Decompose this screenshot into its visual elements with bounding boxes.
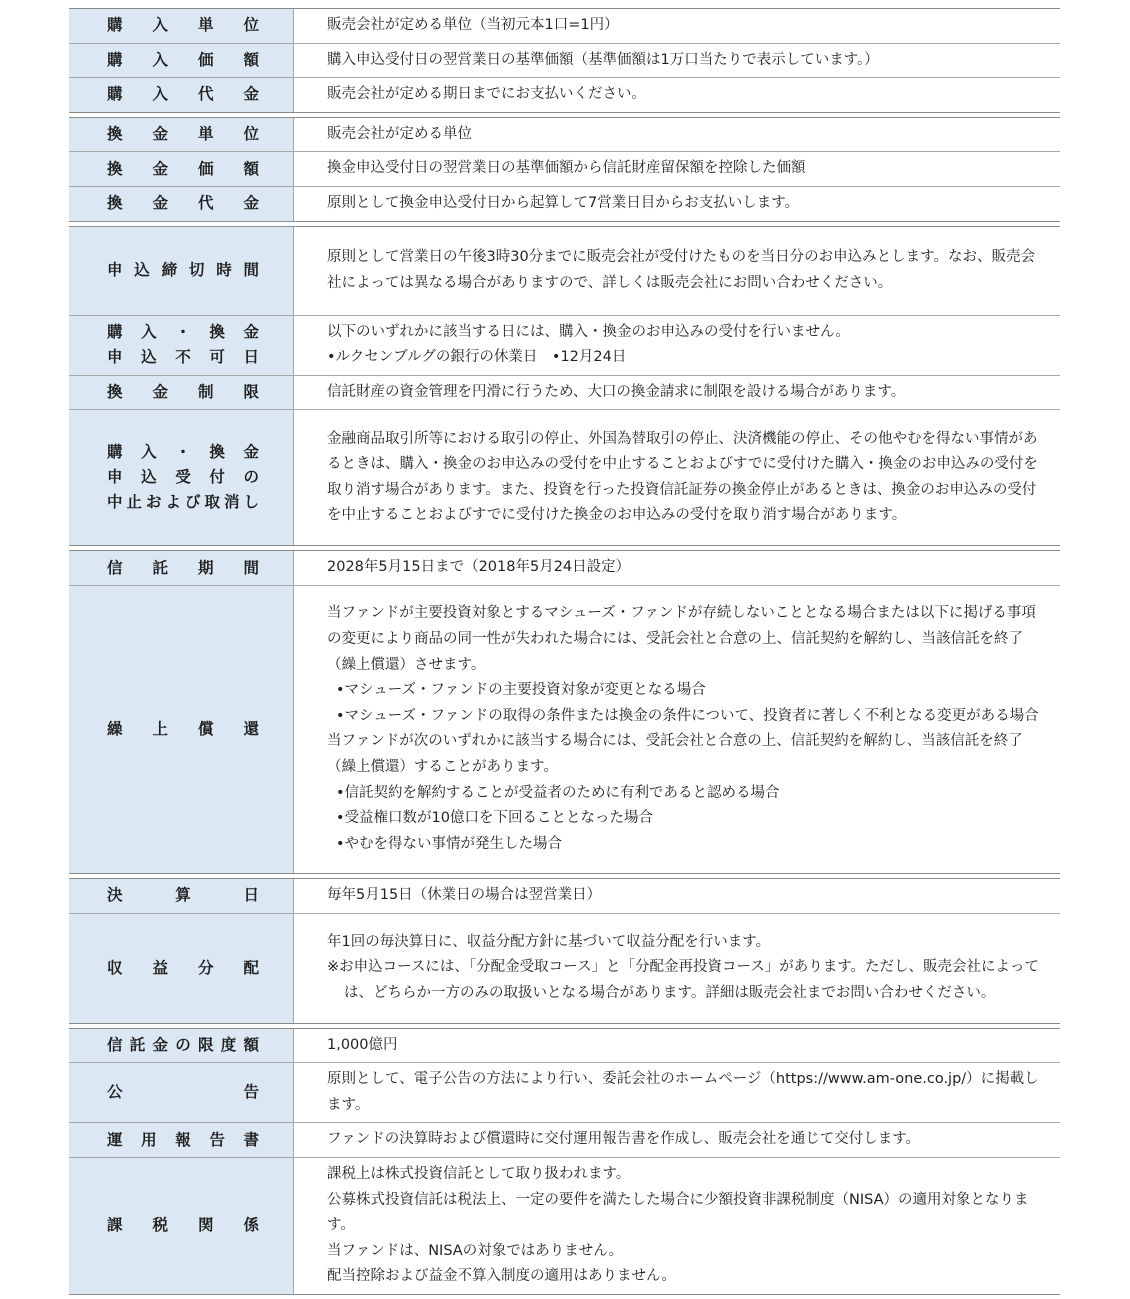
value-text: 販売会社が定める単位: [327, 125, 472, 142]
table-row: [69, 1157, 1060, 1294]
row-label-line: 購入・換金: [107, 443, 259, 462]
value-text: 年1回の毎決算日に、収益分配方針に基づいて収益分配を行います。: [327, 933, 771, 950]
value-text: 当ファンドが次のいずれかに該当する場合には、受託会社と合意の上、信託契約を解約し、当該信託を終了（繰上償還）することがあります。: [327, 733, 1023, 776]
table-row: [69, 43, 1060, 78]
bullet-item: •マシューズ・ファンドの主要投資対象が変更となる場合: [336, 682, 706, 699]
row-label-line: 換金単位: [107, 125, 259, 144]
row-label: [69, 118, 294, 152]
row-label-line: 収益分配: [107, 958, 259, 977]
table-group: [69, 878, 1060, 1024]
row-label: [69, 1063, 294, 1122]
row-label: [69, 78, 294, 112]
value-text: 金融商品取引所等における取引の停止、外国為替取引の停止、決済機能の停止、その他やむを得ない事情があるときは、購入・換金のお申込みの受付を中止することおよびすでに受付けた購入・換金のお申込みの受付を取り消す場合があります。また、投資を行った投資信託証券の換金停止があるときは、換金のお申込みの受付を中止することおよびすでに受付けた換金のお申込みの受付を取り消す場合があります。: [327, 430, 1038, 524]
table-row: [69, 1122, 1060, 1157]
fund-terms-table: [69, 8, 1060, 1299]
value-text: 当ファンドが主要投資対象とするマシューズ・ファンドが存続しないこととなる場合または以下に掲げる事項の変更により商品の同一性が失われた場合には、受託会社と合意の上、信託契約を解約し、当該信託を終了（繰上償還）させます。: [327, 605, 1036, 673]
value-text: 購入申込受付日の翌営業日の基準価額（基準価額は1万口当たりで表示しています。）: [327, 51, 879, 68]
table-row: [69, 9, 1060, 43]
row-label: [69, 410, 294, 545]
table-row: [69, 585, 1060, 873]
row-value: [294, 914, 1060, 1023]
value-text: 信託財産の資金管理を円滑に行うため、大口の換金請求に制限を設ける場合があります。: [327, 383, 906, 400]
table-group: [69, 226, 1060, 547]
row-label: [69, 376, 294, 410]
row-label-line: 換金価額: [107, 159, 259, 178]
row-label-line: 換金代金: [107, 194, 259, 213]
row-label-line: 運用報告書: [107, 1130, 259, 1149]
table-row: [69, 879, 1060, 913]
table-row: [69, 151, 1060, 186]
row-label-line: 申込不可日: [107, 348, 259, 367]
row-label-line: 申込締切時間: [107, 261, 259, 280]
value-text: •ルクセンブルグの銀行の休業日 •12月24日: [327, 349, 627, 366]
note-text: ※お申込コースには、「分配金受取コース」と「分配金再投資コース」があります。ただし、販売会社によっては、どちらか一方のみの取扱いとなる場合があります。詳細は販売会社までお問い合わせください。: [327, 959, 1040, 1001]
row-value: [294, 376, 1060, 410]
value-text: 原則として営業日の午後3時30分までに販売会社が受付けたものを当日分のお申込みとします。なお、販売会社によっては異なる場合がありますので、詳しくは販売会社にお問い合わせください。: [327, 248, 1036, 291]
row-value: [294, 879, 1060, 913]
row-label-line: 換金制限: [107, 383, 259, 402]
row-label-line: 決算日: [107, 886, 259, 905]
value-text: 毎年5月15日（休業日の場合は翌営業日）: [327, 886, 602, 903]
row-label-line: 信託金の限度額: [107, 1035, 259, 1054]
value-text: 配当控除および益金不算入制度の適用はありません。: [327, 1268, 676, 1285]
value-text: 公募株式投資信託は税法上、一定の要件を満たした場合に少額投資非課税制度（NISA）の適用対象となります。: [327, 1191, 1029, 1234]
bullet-item: •信託契約を解約することが受益者のために有利であると認める場合: [336, 784, 780, 801]
row-label-line: 申込受付の: [107, 468, 259, 487]
value-text: 原則として、電子公告の方法により行い、委託会社のホームページ（https://www.am-one.co.jp/）に掲載します。: [327, 1071, 1039, 1113]
row-value: [294, 44, 1060, 78]
row-value: [294, 187, 1060, 221]
table-group: [69, 117, 1060, 222]
row-value: [294, 1158, 1060, 1294]
row-value: [294, 410, 1060, 545]
table-row: [69, 227, 1060, 315]
row-label-line: 繰上償還: [107, 719, 259, 738]
value-text: 販売会社が定める期日までにお支払いください。: [327, 86, 646, 103]
table-row: [69, 1029, 1060, 1063]
row-value: [294, 1029, 1060, 1063]
row-label: [69, 1029, 294, 1063]
value-text: 原則として換金申込受付日から起算して7営業日目からお支払いします。: [327, 194, 800, 211]
row-label: [69, 9, 294, 43]
value-text: 換金申込受付日の翌営業日の基準価額から信託財産留保額を控除した価額: [327, 160, 806, 177]
value-text: 1,000億円: [327, 1036, 398, 1053]
row-label: [69, 227, 294, 315]
table-row: [69, 118, 1060, 152]
row-value: [294, 551, 1060, 585]
row-label: [69, 1158, 294, 1294]
row-label: [69, 586, 294, 873]
row-label: [69, 551, 294, 585]
table-row: [69, 913, 1060, 1023]
row-label-line: 購入価額: [107, 50, 259, 69]
value-text: ファンドの決算時および償還時に交付運用報告書を作成し、販売会社を通じて交付します。: [327, 1131, 921, 1148]
row-value: [294, 586, 1060, 873]
row-label: [69, 316, 294, 375]
row-label: [69, 44, 294, 78]
row-label-line: 購入単位: [107, 16, 259, 35]
row-value: [294, 227, 1060, 315]
row-label-line: 公告: [107, 1083, 259, 1102]
value-text: 以下のいずれかに該当する日には、購入・換金のお申込みの受付を行いません。: [327, 323, 850, 340]
table-row: [69, 186, 1060, 221]
table-group: [69, 8, 1060, 113]
table-group: [69, 550, 1060, 874]
value-text: 販売会社が定める単位（当初元本1口=1円）: [327, 17, 619, 33]
bullet-item: •やむを得ない事情が発生した場合: [336, 835, 563, 852]
row-value: [294, 9, 1060, 43]
row-value: [294, 118, 1060, 152]
row-label-line: 購入・換金: [107, 323, 259, 342]
table-row: [69, 1062, 1060, 1122]
value-text: 2028年5月15日まで（2018年5月24日設定）: [327, 559, 631, 576]
table-row: [69, 77, 1060, 112]
row-value: [294, 316, 1060, 375]
table-row: [69, 315, 1060, 375]
row-label-line: 中止および取消し: [107, 493, 259, 512]
row-label-line: 購入代金: [107, 85, 259, 104]
row-value: [294, 1063, 1060, 1122]
row-value: [294, 1123, 1060, 1157]
row-label: [69, 879, 294, 913]
row-value: [294, 78, 1060, 112]
table-row: [69, 375, 1060, 410]
table-row: [69, 409, 1060, 545]
table-group: [69, 1028, 1060, 1295]
row-value: [294, 152, 1060, 186]
row-label-line: 課税関係: [107, 1216, 259, 1235]
value-text: 課税上は株式投資信託として取り扱われます。: [327, 1165, 631, 1182]
row-label: [69, 187, 294, 221]
value-text: 当ファンドは、NISAの対象ではありません。: [327, 1242, 624, 1259]
row-label: [69, 152, 294, 186]
bullet-item: •受益権口数が10億口を下回ることとなった場合: [336, 810, 654, 827]
bullet-item: •マシューズ・ファンドの取得の条件または換金の条件について、投資者に著しく不利となる変更がある場合: [336, 707, 1039, 724]
row-label: [69, 1123, 294, 1157]
row-label-line: 信託期間: [107, 558, 259, 577]
row-label: [69, 914, 294, 1023]
table-row: [69, 551, 1060, 585]
